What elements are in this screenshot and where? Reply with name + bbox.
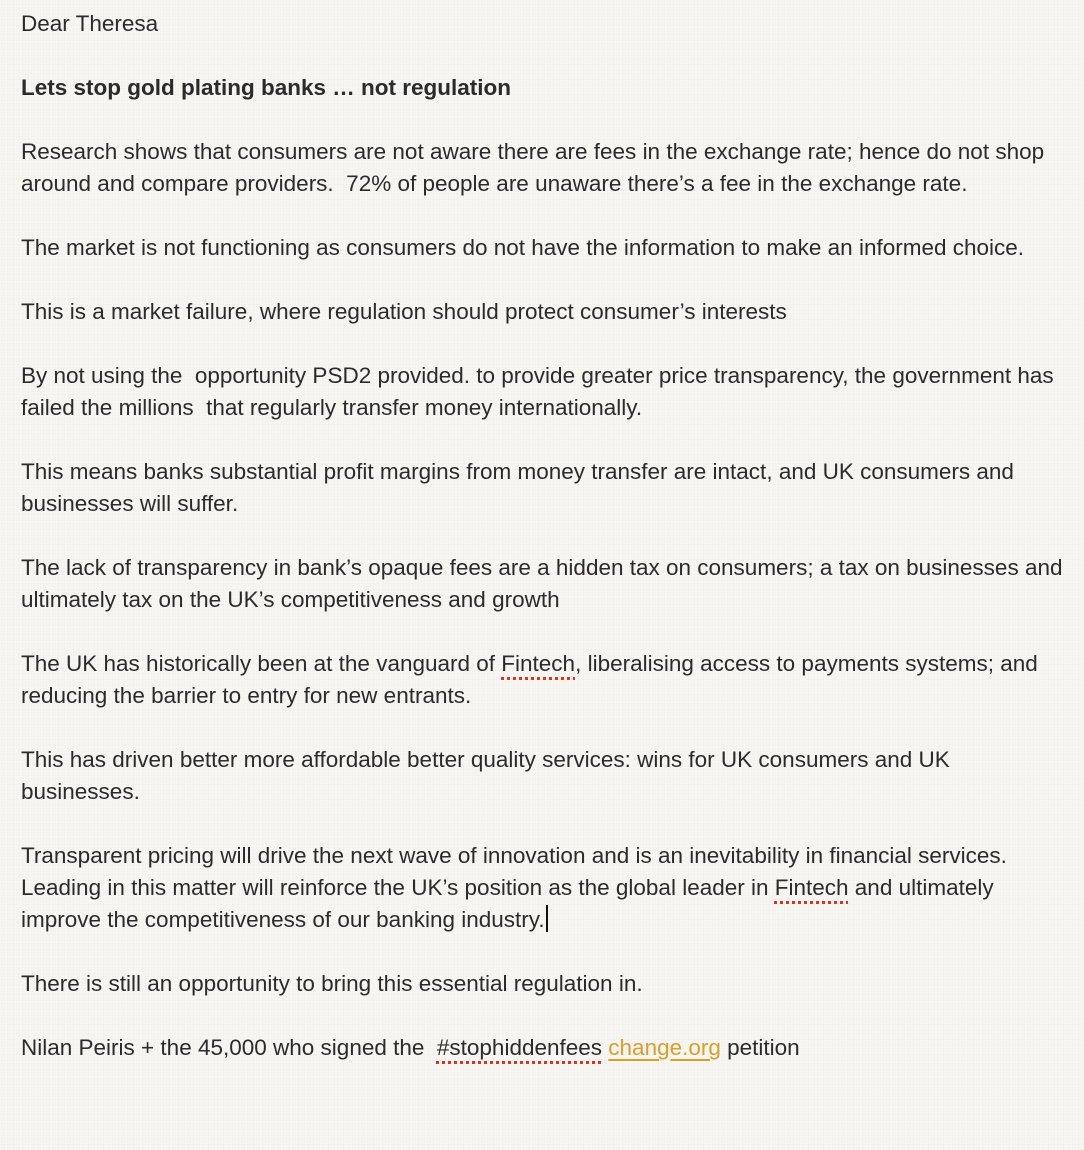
paragraph-market-failure: This is a market failure, where regulation should protect consumer’s interests	[21, 299, 787, 324]
paragraph-psd2: By not using the opportunity PSD2 provided. to provide greater price transparency, the government has failed the millions that regularly transfer money internationally.	[21, 363, 1060, 420]
signature-suffix: petition	[720, 1035, 800, 1060]
hashtag-spellcheck[interactable]: #stophiddenfees	[436, 1035, 603, 1060]
document-body[interactable]	[21, 8, 1071, 1096]
paragraph-better-services: This has driven better more affordable better quality services: wins for UK consumers and UK businesses.	[21, 747, 957, 804]
paragraph-hidden-tax: The lack of transparency in bank’s opaque fees are a hidden tax on consumers; a tax on businesses and ultimately tax on the UK’s competitiveness and growth	[21, 555, 1069, 612]
signature-text: Nilan Peiris + the 45,000 who signed the	[21, 1035, 437, 1060]
spellcheck-word[interactable]: Fintech	[501, 651, 576, 676]
paragraph-transparent-text-1: Transparent pricing will drive the next wave of innovation and is an inevitability in financial services. Leading in this matter will reinforce the UK’s position as the global leader in	[21, 843, 1026, 900]
paragraph-vanguard-text-2: , liberalising access to payments systems; and reducing the barrier to entry for new entrants.	[21, 651, 1045, 708]
letter-heading: Lets stop gold plating banks … not regulation	[21, 75, 512, 100]
paragraph-transparent-pricing	[21, 840, 1071, 936]
paragraph-transparent-text-2: and ultimately improve the competitiveness of our banking industry.	[21, 875, 1000, 932]
paragraph-market: The market is not functioning as consumers do not have the information to make an informed choice.	[21, 235, 1025, 260]
paragraph-opportunity: There is still an opportunity to bring this essential regulation in.	[21, 971, 643, 996]
text-cursor	[546, 905, 548, 932]
paragraph-vanguard	[21, 648, 1071, 712]
spellcheck-word[interactable]: Fintech	[774, 875, 849, 900]
petition-link[interactable]: change.org	[608, 1035, 721, 1060]
paragraph-profit-margins: This means banks substantial profit margins from money transfer are intact, and UK consumers and businesses will suffer.	[21, 459, 1021, 516]
greeting: Dear Theresa	[21, 11, 159, 36]
paragraph-research: Research shows that consumers are not aware there are fees in the exchange rate; hence do not shop around and compare providers. 72% of people are unaware there’s a fee in the exchange rate.	[21, 139, 1051, 196]
signature-line	[21, 1032, 1071, 1064]
paragraph-vanguard-text-1: The UK has historically been at the vanguard of	[21, 651, 502, 676]
